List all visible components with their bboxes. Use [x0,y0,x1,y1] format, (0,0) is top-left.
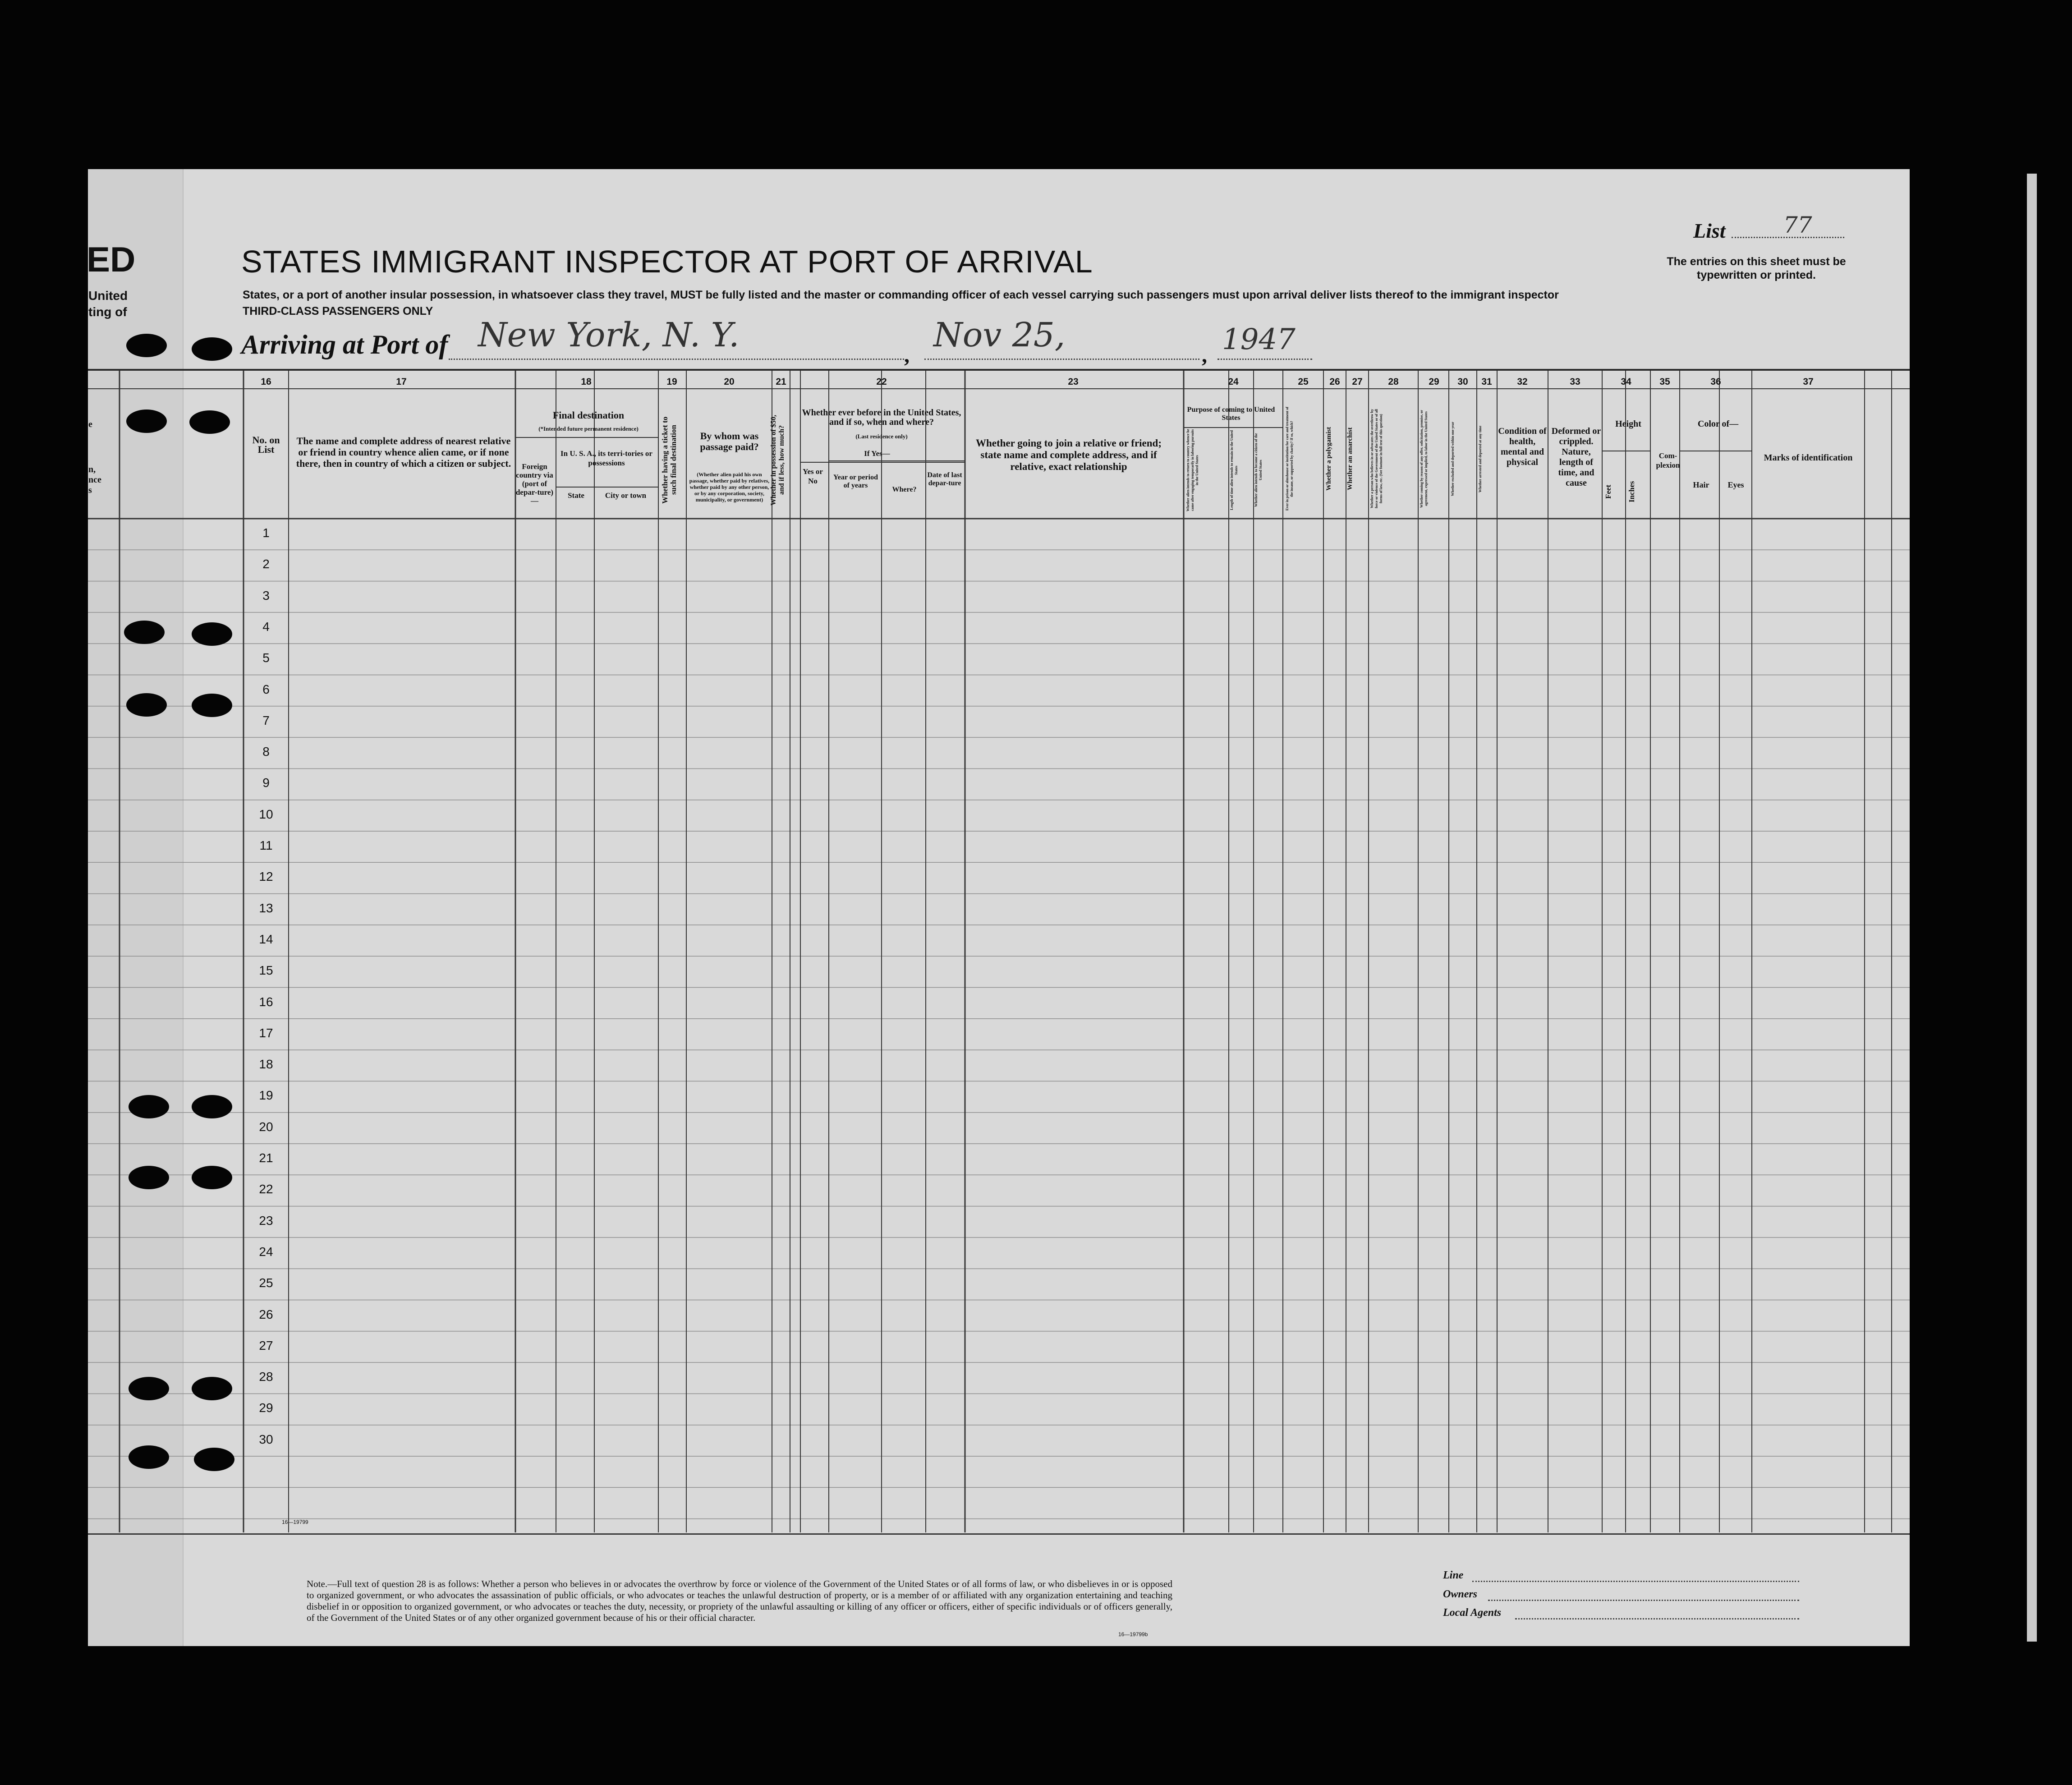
column-number-27: 27 [1352,377,1363,387]
column-number-36: 36 [1710,377,1721,387]
local-agents-label: Local Agents [1443,1607,1502,1619]
header-25: Ever in prison or almshouse or institution for care and treatment of the insane, or supported by charity? If so, which? [1285,407,1294,511]
column-number-28: 28 [1388,377,1399,387]
punch-hole [194,1448,234,1471]
column-number-34: 34 [1621,377,1631,387]
local-agents-field [1515,1618,1799,1619]
header-37: Marks of identification [1764,453,1853,463]
row-number: 11 [259,838,273,852]
column-lines [88,371,1910,1532]
port-comma: , [904,343,910,367]
column-number-20: 20 [724,377,735,387]
row-number: 22 [259,1182,273,1196]
entries-note: The entries on this sheet must be typewritten or printed. [1667,255,1846,281]
header-36-hair: Hair [1693,480,1709,489]
header-21: Whether in possession of $50, and if less, how much? [770,414,786,506]
punch-hole [129,1095,169,1118]
line-field [1472,1581,1799,1582]
header-24-return: Whether alien intends to return to country whence he came after engaging temporarily in laboring pursuits in the United States [1186,429,1199,511]
column-number-37: 37 [1803,377,1814,387]
column-number-30: 30 [1457,377,1468,387]
column-number-19: 19 [666,377,677,387]
port-value: New York, N. Y. [478,316,740,354]
header-22-year: Year or period of years [833,474,878,489]
year-value: 1947 [1222,323,1296,356]
header-26: Whether a polygamist [1325,427,1332,491]
header-22-date: Date of last depar-ture [927,471,962,487]
header-18-sub: (*Intended future permanent residence) [538,425,639,432]
header-22: Whether ever before in the United States, and if so, when and where? [802,408,961,427]
column-number-33: 33 [1570,377,1580,387]
header-20-sub: (Whether alien paid his own passage, whether paid by relatives, whether paid by any other person, or by any corporation, society, municipality, or government) [689,471,770,503]
left-margin-text-1: e [88,419,92,429]
punch-hole [192,1095,232,1118]
footnote-code: 16—19799b [1118,1631,1148,1638]
row-number: 2 [262,557,270,571]
punch-hole [129,1445,169,1469]
left-margin-text-4: s [88,485,92,495]
header-24-citizen: Whether alien intends to become a citizen of the United States [1254,433,1263,507]
column-number-18: 18 [581,377,592,387]
column-number-22: 22 [876,377,887,387]
punch-hole [129,1166,169,1189]
header-24-length: Length of time alien intends to remain in the United States [1230,430,1238,510]
header-18-city: City or town [605,491,647,500]
row-number: 9 [262,776,270,790]
punch-hole [192,1377,232,1400]
row-number: 10 [259,807,273,821]
punch-hole [129,1377,169,1400]
list-label: List [1693,219,1726,242]
row-number: 19 [259,1088,273,1103]
form-code: 16—19799 [282,1519,308,1525]
column-number-26: 26 [1329,377,1340,387]
punch-hole [126,409,167,433]
page-title: STATES IMMIGRANT INSPECTOR AT PORT OF ARRIVAL [241,244,1093,279]
row-number: 14 [259,932,273,946]
row-number: 20 [259,1119,273,1134]
header-32: Condition of health, mental and physical [1498,426,1547,467]
column-number-16: 16 [261,377,271,387]
left-fragment-line-1: United [88,289,128,303]
header-34: Height [1615,419,1641,429]
column-number-23: 23 [1068,377,1079,387]
date-comma: , [1202,343,1207,367]
row-number: 25 [259,1276,273,1290]
header-29: Whether coming by reason of any offer, solicitation, promise, or agreement, expressed or implied, to labor in the United States [1420,409,1428,508]
row-number: 27 [259,1338,273,1353]
header-22-yes-no: Yes or No [803,467,823,485]
left-margin-text-2: n, [88,465,96,474]
header-22-sub: (Last residence only) [855,433,908,440]
row-number: 21 [259,1151,273,1165]
row-number: 8 [262,745,270,759]
header-18-state: State [568,491,584,500]
row-number: 12 [259,869,273,884]
row-number: 15 [259,963,273,978]
left-fragment-text: ED [87,239,136,279]
row-number: 6 [262,682,270,696]
punch-hole [189,410,230,434]
row-number: 1 [262,526,270,540]
arriving-label: Arriving at Port of [241,330,448,359]
column-number-25: 25 [1298,377,1309,387]
header-34-inches: Inches [1627,481,1636,502]
list-value: 77 [1783,212,1812,238]
footnote-question-28: Note.—Full text of question 28 is as follows: Whether a person who believes in or advocates the overthrow by force or violence of the Government of the United States or of all forms of law, or who disbelieves in or is opposed to organized government, or who advocates the assassination of public officials, or who advocates or teaches the unlawful destruction of property, or is a member of or affiliated with any organization entertaining and teaching disbelief in or opposition to organized government, or who advocates or teaches the duty, necessity, or propriety of the unlawful assaulting or killing of any officer or officers, either of specific individuals or of officers generally, of the Government of the United States or of any other organized government because of his or their official character. [307,1578,1172,1623]
column-number-35: 35 [1659,377,1670,387]
owners-label: Owners [1443,1588,1478,1600]
row-lines [88,519,1910,1519]
row-number: 13 [259,901,273,915]
header-19: Whether having a ticket to such final destination [661,416,678,504]
header-17: The name and complete address of nearest relative or friend in country whence alien came, or if none there, then in country of which a citizen or subject. [296,435,511,469]
header-subtitle: States, or a port of another insular possession, in whatsoever class they travel, MUST be fully listed and the master or commanding officer of each vessel carrying such passengers must upon arrival deliver lists thereof to the immigrant inspector [243,289,1559,301]
row-number: 30 [259,1432,273,1446]
header-16: No. on List [252,434,280,455]
row-number: 4 [262,619,270,634]
row-number: 26 [259,1307,273,1321]
header-22-if-yes: If Yes— [864,449,890,458]
header-18-foreign: Foreign country via (port of depar-ture)— [515,462,554,505]
header-34-feet: Feet [1604,484,1613,499]
row-number: 18 [259,1057,273,1072]
column-number-31: 31 [1481,377,1492,387]
class-line: THIRD-CLASS PASSENGERS ONLY [243,305,433,317]
line-label: Line [1443,1569,1464,1581]
row-number: 3 [262,588,270,603]
punch-hole [192,1166,232,1189]
punch-hole [192,337,232,361]
column-number-21: 21 [776,377,786,387]
punch-hole [126,334,167,357]
punch-hole [192,622,232,646]
header-20: By whom was passage paid? [700,430,759,452]
header-33: Deformed or crippled. Nature, length of time, and cause [1551,426,1601,488]
punch-hole [124,621,165,644]
row-number: 24 [259,1244,273,1259]
left-margin-text-3: nce [88,475,101,485]
punch-hole [192,694,232,717]
row-number: 28 [259,1370,273,1384]
date-value: Nov 25, [933,316,1066,354]
header-24: Purpose of coming to United States [1187,406,1275,422]
column-number-32: 32 [1517,377,1528,387]
column-number-24: 24 [1228,377,1239,387]
header-31: Whether arrested and deported at any time [1478,425,1482,492]
header-18: Final destination [552,409,625,421]
header-35: Com-plexion [1656,451,1680,469]
left-fragment-line-2: ting of [88,305,127,319]
header-36-eyes: Eyes [1727,480,1744,489]
column-number-17: 17 [396,377,407,387]
header-28: Whether a person who believes in or advocates the overthrow by force or violence of the Government of the United States or of all forms of law, etc. (See footnote in full text of this question) [1370,409,1383,509]
row-number: 29 [259,1401,273,1415]
row-number: 17 [259,1026,273,1040]
row-number: 5 [262,651,270,665]
row-number: 16 [259,994,273,1009]
owners-field [1488,1600,1799,1601]
header-36: Color of— [1697,419,1739,429]
header-23: Whether going to join a relative or friend; state name and complete address, and if relative, exact relationship [975,437,1162,472]
header-18-usa: In U. S. A., its terri-tories or possessions [560,449,652,467]
row-number: 7 [262,713,270,727]
punch-hole [126,693,167,717]
column-number-29: 29 [1429,377,1439,387]
row-number: 23 [259,1213,273,1228]
header-27: Whether an anarchist [1346,427,1354,491]
header-30: Whether excluded and deported within one year [1451,422,1455,496]
header-22-where: Where? [892,486,917,493]
